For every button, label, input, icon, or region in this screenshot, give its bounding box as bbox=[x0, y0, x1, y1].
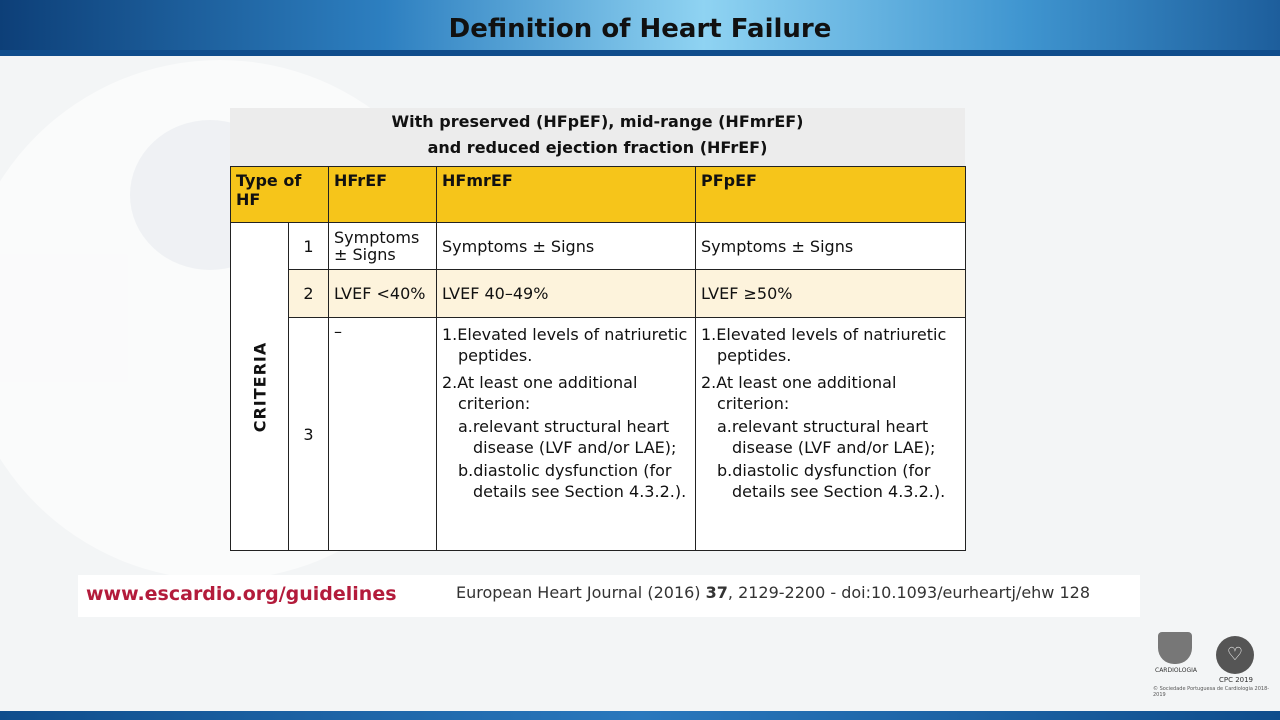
criteria-label: CRITERIA bbox=[250, 341, 269, 432]
criterion-subitem: a.relevant structural heart disease (LVF and/or LAE); bbox=[458, 417, 677, 457]
row-number: 1 bbox=[289, 223, 329, 270]
heart-circle-icon: ♡ bbox=[1216, 636, 1254, 674]
ref-volume: 37 bbox=[705, 583, 728, 602]
table-row bbox=[231, 270, 966, 318]
row-number: 3 bbox=[289, 318, 329, 551]
ref-pages-doi: , 2129-2200 - doi:10.1093/eurheartj/ehw 128 bbox=[727, 583, 1091, 602]
cell-hfpef: LVEF ≥50% bbox=[696, 270, 966, 318]
header-hfref: HFrEF bbox=[329, 167, 437, 223]
guidelines-link[interactable]: www.escardio.org/guidelines bbox=[86, 583, 397, 605]
cell-hfmref bbox=[437, 318, 696, 551]
cell-hfref: LVEF <40% bbox=[329, 270, 437, 318]
cell-hfpef bbox=[696, 318, 966, 551]
criterion-subitem: a.relevant structural heart disease (LVF and/or LAE); bbox=[717, 417, 936, 457]
cell-hfmref: Symptoms ± Signs bbox=[437, 223, 696, 270]
header-type-of-hf: Type of HF bbox=[231, 167, 329, 223]
cpc-logo-text: CPC 2019 bbox=[1218, 676, 1254, 684]
cell-hfpef: Symptoms ± Signs bbox=[696, 223, 966, 270]
title-banner bbox=[0, 0, 1280, 56]
copyright-note: © Sociedade Portuguesa de Cardiologia 2018-2019 bbox=[1153, 686, 1270, 698]
citation-strip bbox=[78, 575, 1140, 617]
table-caption-panel bbox=[230, 108, 965, 166]
journal-reference bbox=[456, 583, 1090, 602]
criterion-subitem: b.diastolic dysfunction (for details see Section 4.3.2.). bbox=[458, 461, 687, 501]
table-row bbox=[231, 223, 966, 270]
cell-hfref: – bbox=[329, 318, 437, 551]
table-header-row bbox=[231, 167, 966, 223]
bottom-bar bbox=[0, 711, 1280, 720]
criterion-item: 2.At least one additional criterion: bbox=[442, 373, 638, 413]
cpc-logo bbox=[1214, 636, 1258, 688]
cell-hfref: Symptoms ± Signs bbox=[329, 223, 437, 270]
row-number: 2 bbox=[289, 270, 329, 318]
table-caption-line2: and reduced ejection fraction (HFrEF) bbox=[427, 138, 768, 157]
heart-emblem-icon bbox=[1158, 632, 1192, 664]
criterion-item: 1.Elevated levels of natriuretic peptides. bbox=[701, 325, 947, 365]
spc-logo bbox=[1150, 632, 1202, 694]
criterion-item: 1.Elevated levels of natriuretic peptides. bbox=[442, 325, 688, 365]
header-hfmref: HFmrEF bbox=[437, 167, 696, 223]
heart-failure-table bbox=[230, 166, 966, 551]
criterion-item: 2.At least one additional criterion: bbox=[701, 373, 897, 413]
table-caption-line1: With preserved (HFpEF), mid-range (HFmrEF) bbox=[391, 112, 804, 131]
table-row bbox=[231, 318, 966, 551]
criterion-subitem: b.diastolic dysfunction (for details see Section 4.3.2.). bbox=[717, 461, 946, 501]
criteria-cell bbox=[231, 223, 289, 551]
ref-journal: European Heart Journal (2016) bbox=[456, 583, 706, 602]
header-hfpef: PFpEF bbox=[696, 167, 966, 223]
cell-hfmref: LVEF 40–49% bbox=[437, 270, 696, 318]
slide-title: Definition of Heart Failure bbox=[448, 14, 832, 44]
spc-logo-text: CARDIOLOGIA bbox=[1155, 667, 1197, 674]
